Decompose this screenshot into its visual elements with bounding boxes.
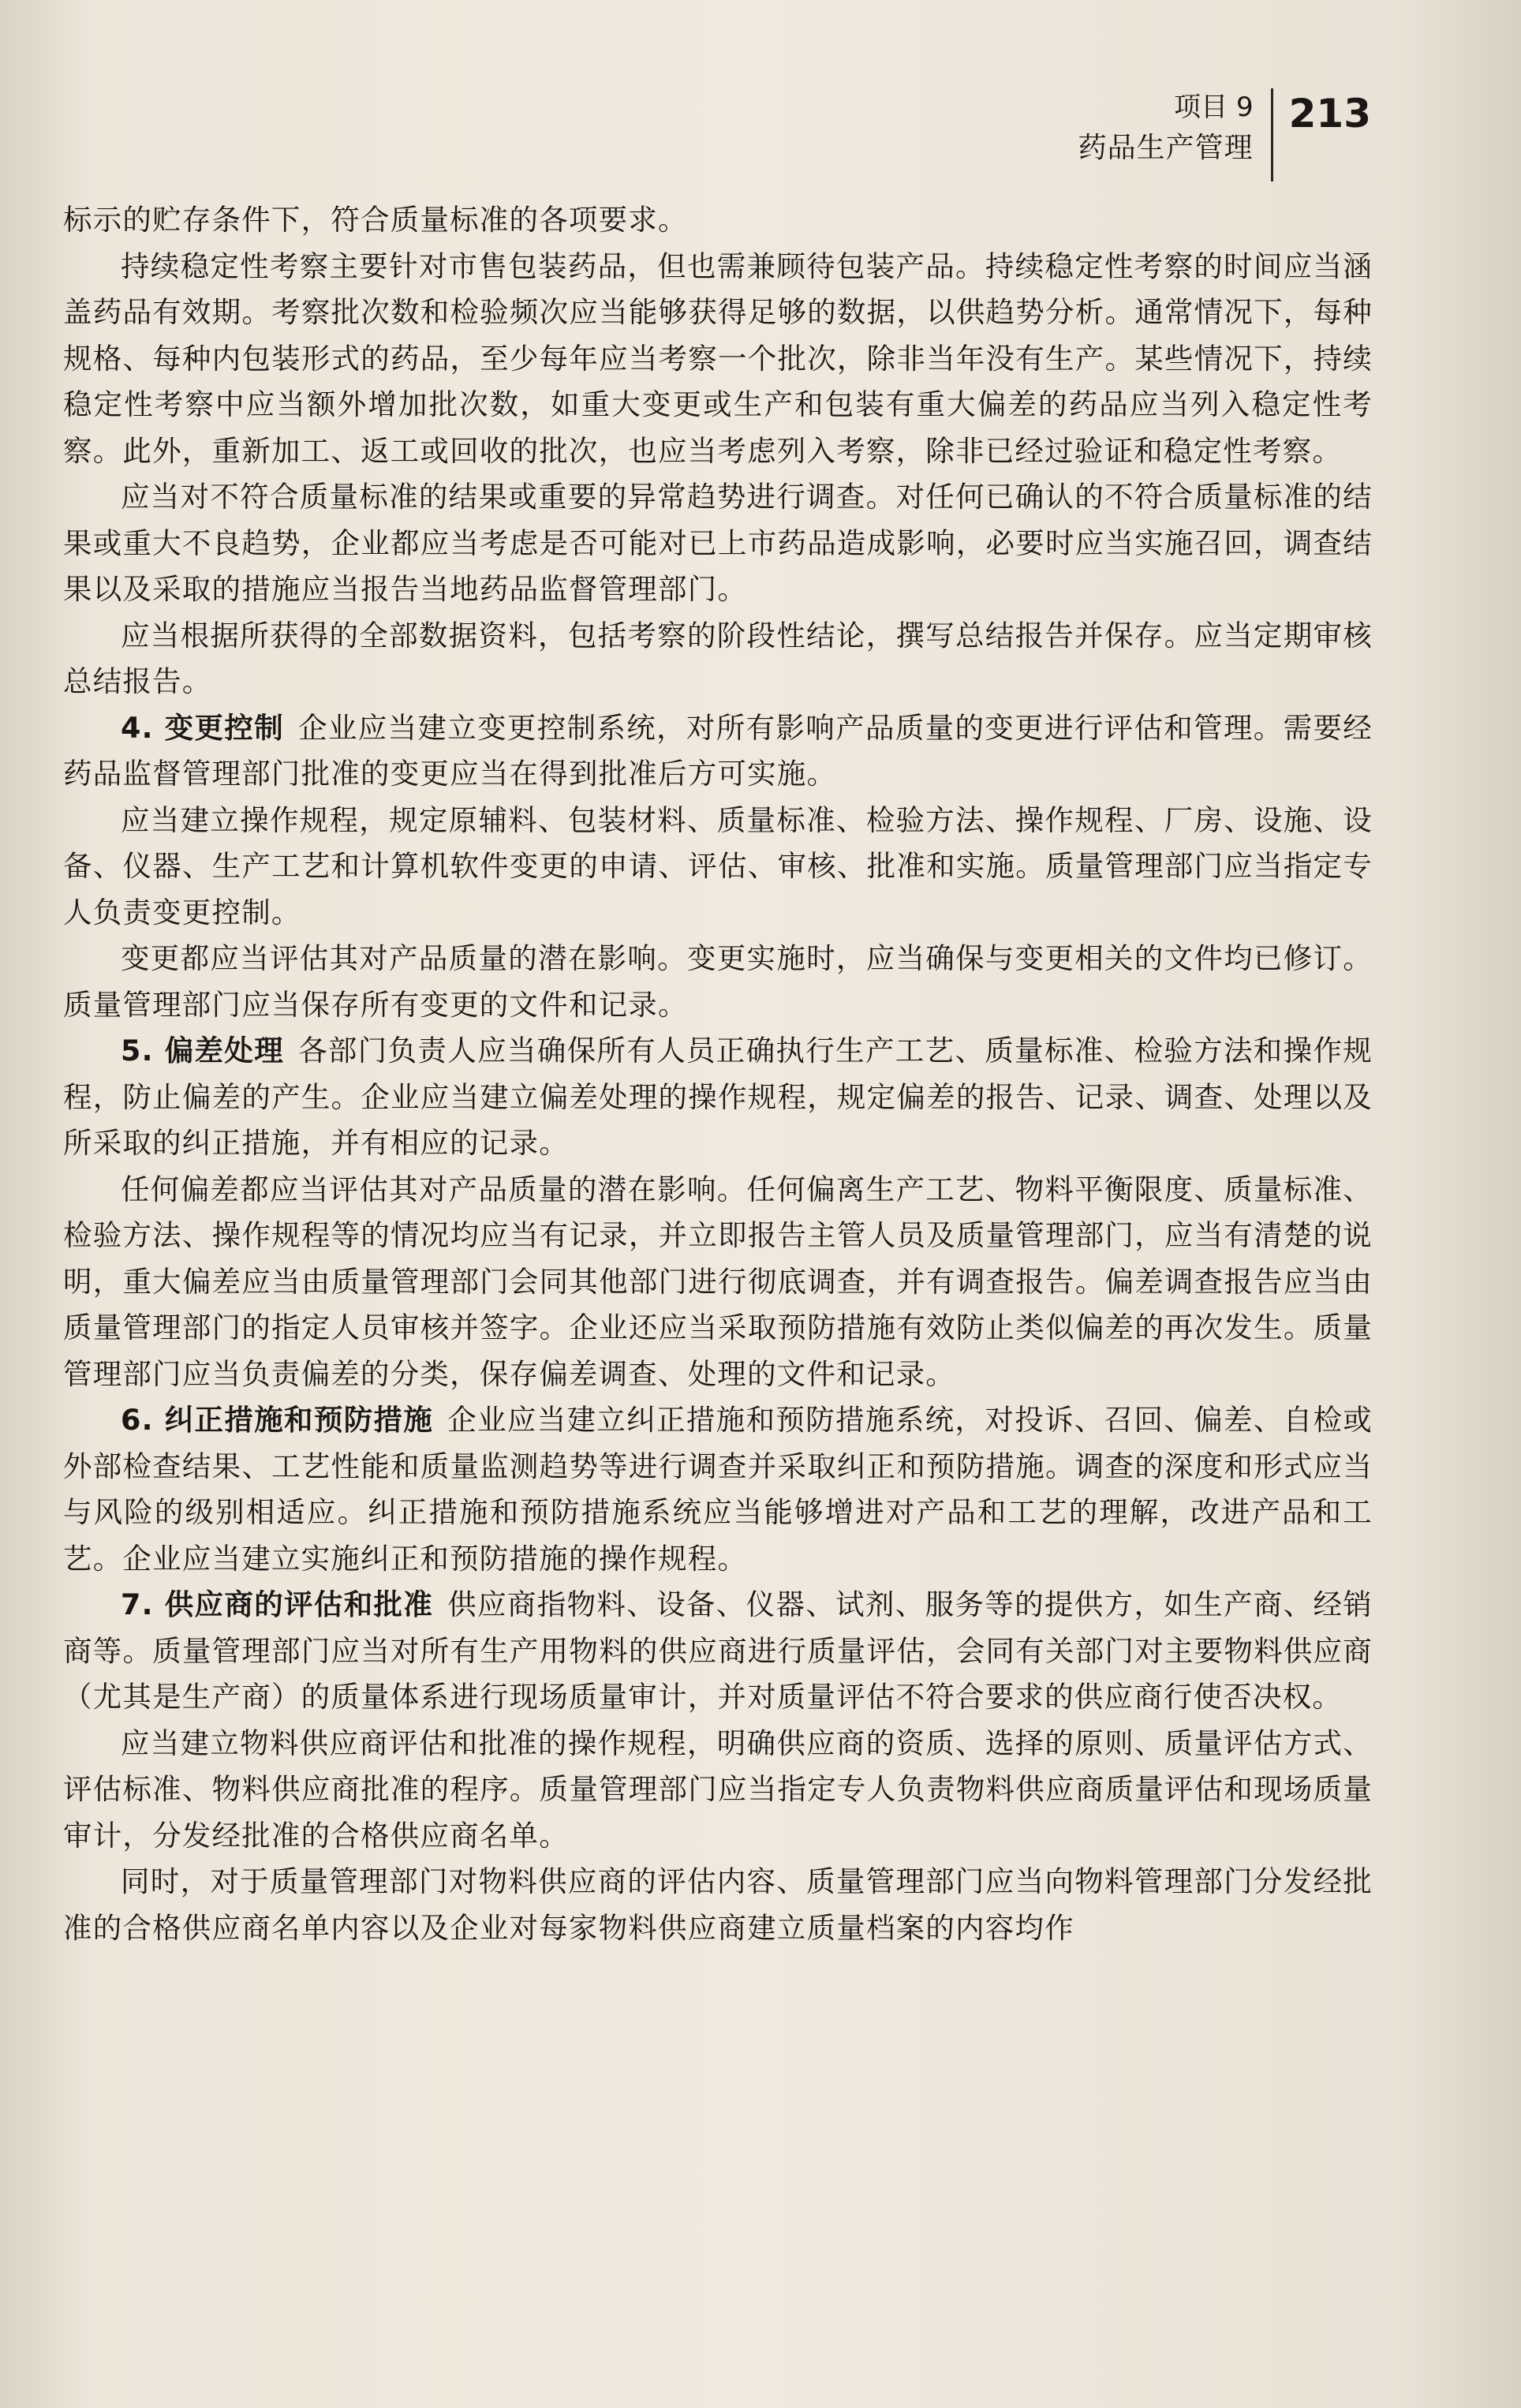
paragraph-text: 应当建立操作规程，规定原辅料、包装材料、质量标准、检验方法、操作规程、厂房、设施、设备、仪器、生产工艺和计算机软件变更的申请、评估、审核、批准和实施。质量管理部门应当指定专人负责变更控制。: [63, 802, 1373, 929]
running-header: [1078, 88, 1371, 181]
paragraph-text: 任何偏差都应当评估其对产品质量的潜在影响。任何偏离生产工艺、物料平衡限度、质量标准、检验方法、操作规程等的情况均应当有记录，并立即报告主管人员及质量管理部门，应当有清楚的说明，重大偏差应当由质量管理部门会同其他部门进行彻底调查，并有调查报告。偏差调查报告应当由质量管理部门的指定人员审核并签字。企业还应当采取预防措施有效防止类似偏差的再次发生。质量管理部门应当负责偏差的分类，保存偏差调查、处理的文件和记录。: [63, 1172, 1373, 1391]
paragraph: [63, 705, 1373, 798]
paragraph-text: 变更都应当评估其对产品质量的潜在影响。变更实施时，应当确保与变更相关的文件均已修订。质量管理部门应当保存所有变更的文件和记录。: [63, 941, 1373, 1022]
paragraph-text: 同时，对于质量管理部门对物料供应商的评估内容、质量管理部门应当向物料管理部门分发经批准的合格供应商名单内容以及企业对每家物料供应商建立质量档案的内容均作: [63, 1864, 1373, 1945]
header-project: 项目 9: [1174, 92, 1254, 123]
paragraph-text: 标示的贮存条件下，符合质量标准的各项要求。: [63, 203, 688, 237]
paragraph-text: 供应商指物料、设备、仪器、试剂、服务等的提供方，如生产商、经销商等。质量管理部门应当对所有生产用物料的供应商进行质量评估，会同有关部门对主要物料供应商（尤其是生产商）的质量体系进行现场质量审计，并对质量评估不符合要求的供应商行使否决权。: [63, 1587, 1373, 1714]
paragraph: [63, 1859, 1373, 1951]
paragraph: [63, 1582, 1373, 1721]
paragraph: [63, 936, 1373, 1028]
paragraph: [63, 798, 1373, 937]
section-heading: 4. 变更控制: [121, 710, 285, 745]
page-number: 213: [1288, 91, 1371, 136]
header-title: 药品生产管理: [1078, 132, 1254, 164]
paragraph: [63, 244, 1373, 475]
paragraph-text: 企业应当建立纠正措施和预防措施系统，对投诉、召回、偏差、自检或外部检查结果、工艺性能和质量监测趋势等进行调查并采取纠正和预防措施。调查的深度和形式应当与风险的级别相适应。纠正措施和预防措施系统应当能够增进对产品和工艺的理解，改进产品和工艺。企业应当建立实施纠正和预防措施的操作规程。: [63, 1403, 1373, 1576]
paragraph: [63, 1028, 1373, 1167]
paragraph: [63, 197, 1373, 244]
paragraph-text: 企业应当建立变更控制系统，对所有影响产品质量的变更进行评估和管理。需要经药品监督管理部门批准的变更应当在得到批准后方可实施。: [63, 710, 1373, 791]
paragraph: [63, 613, 1373, 705]
paragraph: [63, 1167, 1373, 1398]
paragraph-text: 持续稳定性考察主要针对市售包装药品，但也需兼顾待包装产品。持续稳定性考察的时间应当涵盖药品有效期。考察批次数和检验频次应当能够获得足够的数据，以供趋势分析。通常情况下，每种规格、每种内包装形式的药品，至少每年应当考察一个批次，除非当年没有生产。某些情况下，持续稳定性考察中应当额外增加批次数，如重大变更或生产和包装有重大偏差的药品应当列入稳定性考察。此外，重新加工、返工或回收的批次，也应当考虑列入考察，除非已经过验证和稳定性考察。: [63, 249, 1373, 468]
paragraph-text: 应当建立物料供应商评估和批准的操作规程，明确供应商的资质、选择的原则、质量评估方式、评估标准、物料供应商批准的程序。质量管理部门应当指定专人负责物料供应商质量评估和现场质量审计，分发经批准的合格供应商名单。: [63, 1726, 1373, 1853]
paragraph: [63, 474, 1373, 613]
paragraph-text: 应当对不符合质量标准的结果或重要的异常趋势进行调查。对任何已确认的不符合质量标准的结果或重大不良趋势，企业都应当考虑是否可能对已上市药品造成影响，必要时应当实施召回，调查结果以及采取的措施应当报告当地药品监督管理部门。: [63, 480, 1373, 606]
paragraph-text: 应当根据所获得的全部数据资料，包括考察的阶段性结论，撰写总结报告并保存。应当定期审核总结报告。: [63, 618, 1373, 698]
paragraph-text: 各部门负责人应当确保所有人员正确执行生产工艺、质量标准、检验方法和操作规程，防止偏差的产生。企业应当建立偏差处理的操作规程，规定偏差的报告、记录、调查、处理以及所采取的纠正措施，并有相应的记录。: [63, 1034, 1373, 1160]
paragraph: [63, 1721, 1373, 1860]
section-heading: 7. 供应商的评估和批准: [121, 1587, 434, 1621]
header-left: [1078, 88, 1273, 181]
body-text: [63, 197, 1373, 1951]
section-heading: 6. 纠正措施和预防措施: [121, 1403, 434, 1437]
section-heading: 5. 偏差处理: [121, 1034, 285, 1068]
paragraph: [63, 1397, 1373, 1582]
